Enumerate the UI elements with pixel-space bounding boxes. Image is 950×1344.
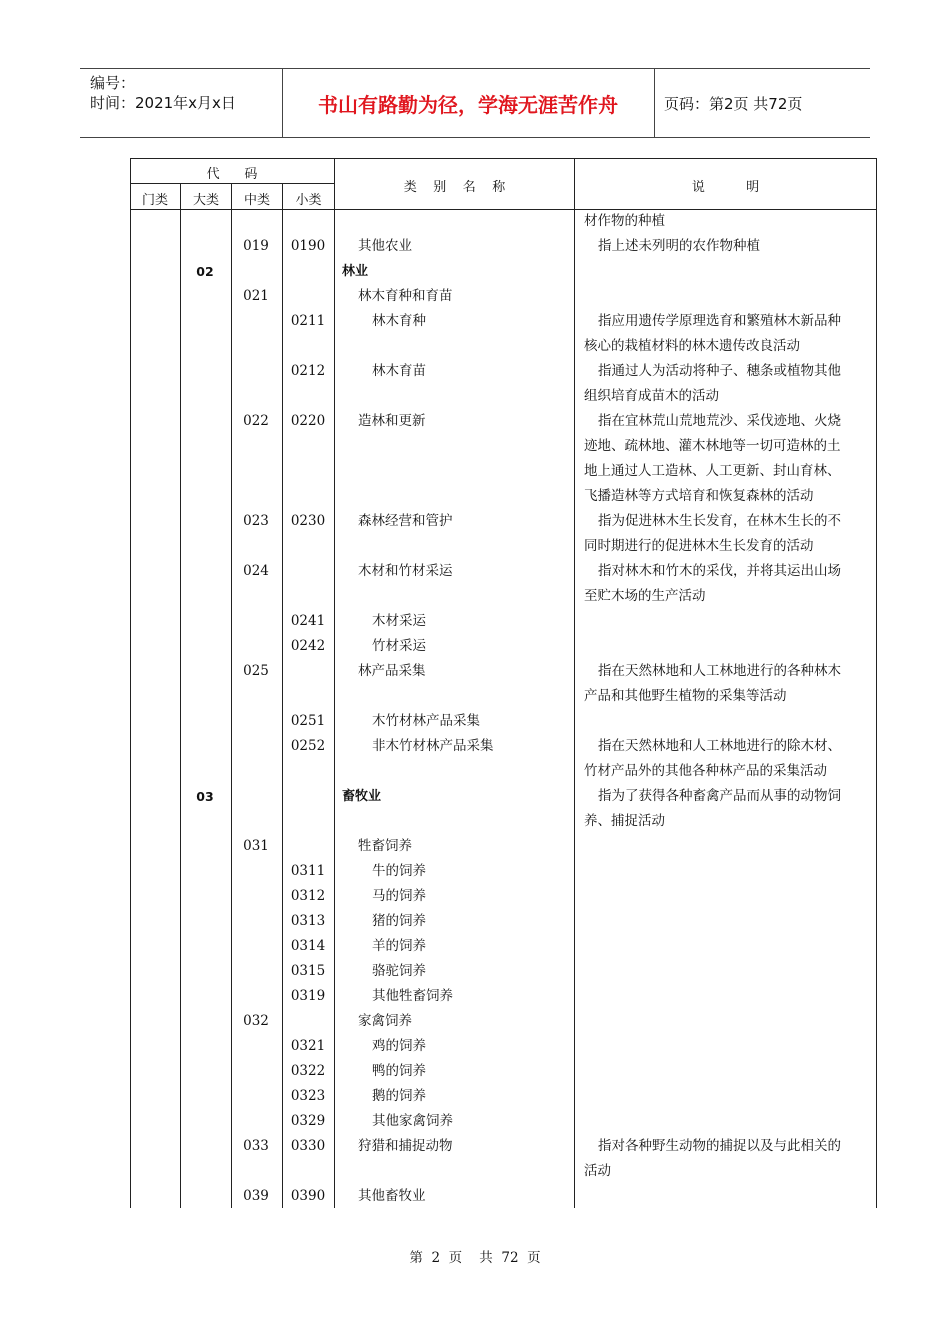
category-description: 养、捕捉活动	[584, 813, 665, 829]
category-name: 猪的饲养	[372, 913, 426, 929]
table-row	[130, 1109, 877, 1134]
category-description: 飞播造林等方式培育和恢复森林的活动	[584, 488, 814, 504]
category-description: 指对各种野生动物的捕捉以及与此相关的	[598, 1138, 841, 1154]
table-row	[130, 459, 877, 484]
table-row	[130, 1084, 877, 1109]
category-description: 指为了获得各种畜禽产品而从事的动物饲	[598, 788, 841, 804]
category-name: 牛的饲养	[372, 863, 426, 879]
table-row	[130, 259, 877, 284]
category-description: 指在天然林地和人工林地进行的各种林木	[598, 663, 841, 679]
table-border	[130, 158, 877, 159]
minor-code: 0242	[290, 638, 326, 654]
minor-code: 0319	[290, 988, 326, 1004]
table-row	[130, 884, 877, 909]
table-row	[130, 834, 877, 859]
table-row	[130, 534, 877, 559]
mid-code: 025	[243, 663, 269, 679]
category-name: 羊的饲养	[372, 938, 426, 954]
table-row	[130, 709, 877, 734]
table-row	[130, 384, 877, 409]
header-divider	[654, 69, 655, 137]
mid-code: 039	[243, 1188, 269, 1204]
table-row	[130, 959, 877, 984]
category-name: 其他牲畜饲养	[372, 988, 453, 1004]
table-row	[130, 734, 877, 759]
category-name: 畜牧业	[342, 789, 382, 804]
category-description: 指上述未列明的农作物种植	[598, 238, 760, 254]
table-row	[130, 334, 877, 359]
category-name: 林木育种和育苗	[358, 288, 453, 304]
header-code: 代 码	[206, 167, 258, 182]
minor-code: 0311	[290, 863, 326, 879]
category-name: 非木竹材林产品采集	[372, 738, 494, 754]
table-row	[130, 1059, 877, 1084]
table-row	[130, 759, 877, 784]
table-row	[130, 1009, 877, 1034]
minor-code: 0230	[290, 513, 326, 529]
category-description: 指在天然林地和人工林地进行的除木材、	[598, 738, 841, 754]
minor-code: 0323	[290, 1088, 326, 1104]
table-row	[130, 784, 877, 809]
table-row	[130, 234, 877, 259]
category-name: 木材和竹材采运	[358, 563, 453, 579]
table-row	[130, 509, 877, 534]
table-row	[130, 309, 877, 334]
mid-code: 022	[243, 413, 269, 429]
table-row	[130, 484, 877, 509]
mid-code: 019	[243, 238, 269, 254]
mid-code: 023	[243, 513, 269, 529]
header-men: 门类	[141, 193, 168, 208]
category-description: 产品和其他野生植物的采集等活动	[584, 688, 787, 704]
category-description: 迹地、疏林地、灌木林地等一切可造林的土	[584, 438, 841, 454]
table-row	[130, 809, 877, 834]
minor-code: 0241	[290, 613, 326, 629]
header-meta	[90, 73, 236, 113]
number-label: 编号：	[90, 74, 136, 92]
category-name: 其他农业	[358, 238, 412, 254]
minor-code: 0312	[290, 888, 326, 904]
minor-code: 0321	[290, 1038, 326, 1054]
mid-code: 032	[243, 1013, 269, 1029]
major-code: 03	[196, 789, 214, 804]
mid-code: 024	[243, 563, 269, 579]
mid-code: 033	[243, 1138, 269, 1154]
header-desc: 说 明	[691, 180, 760, 195]
category-name: 骆驼饲养	[372, 963, 426, 979]
table-row	[130, 1159, 877, 1184]
minor-code: 0390	[290, 1188, 326, 1204]
minor-code: 0314	[290, 938, 326, 954]
table-row	[130, 434, 877, 459]
table-row	[130, 559, 877, 584]
header-da: 大类	[192, 193, 219, 208]
minor-code: 0329	[290, 1113, 326, 1129]
category-description: 竹材产品外的其他各种林产品的采集活动	[584, 763, 827, 779]
header-name: 类 别 名 称	[403, 180, 506, 195]
category-name: 其他畜牧业	[358, 1188, 426, 1204]
table-row	[130, 584, 877, 609]
category-description: 指在宜林荒山荒地荒沙、采伐迹地、火烧	[598, 413, 841, 429]
minor-code: 0313	[290, 913, 326, 929]
table-row	[130, 934, 877, 959]
category-name: 林木育种	[372, 313, 426, 329]
category-name: 鹅的饲养	[372, 1088, 426, 1104]
category-name: 木材采运	[372, 613, 426, 629]
category-name: 木竹材林产品采集	[372, 713, 480, 729]
category-description: 活动	[584, 1163, 611, 1179]
table-row	[130, 859, 877, 884]
mid-code: 031	[243, 838, 269, 854]
category-name: 森林经营和管护	[358, 513, 453, 529]
table-row	[130, 659, 877, 684]
minor-code: 0211	[290, 313, 326, 329]
table-row	[130, 359, 877, 384]
table-row	[130, 1134, 877, 1159]
category-name: 其他家禽饲养	[372, 1113, 453, 1129]
category-name: 竹材采运	[372, 638, 426, 654]
category-name: 鸭的饲养	[372, 1063, 426, 1079]
classification-table	[130, 158, 877, 1208]
category-name: 林业	[342, 264, 369, 279]
minor-code: 0322	[290, 1063, 326, 1079]
minor-code: 0220	[290, 413, 326, 429]
header-zhong: 中类	[243, 193, 270, 208]
minor-code: 0315	[290, 963, 326, 979]
mid-code: 021	[243, 288, 269, 304]
category-description: 地上通过人工造林、人工更新、封山育林、	[584, 463, 841, 479]
table-row	[130, 1184, 877, 1209]
table-row	[130, 684, 877, 709]
minor-code: 0330	[290, 1138, 326, 1154]
table-row	[130, 1034, 877, 1059]
table-row	[130, 634, 877, 659]
category-name: 马的饲养	[372, 888, 426, 904]
table-row	[130, 209, 877, 234]
category-name: 鸡的饲养	[372, 1038, 426, 1054]
category-description: 指通过人为活动将种子、穗条或植物其他	[598, 363, 841, 379]
category-description: 核心的栽植材料的林木遗传改良活动	[584, 338, 800, 354]
table-row	[130, 984, 877, 1009]
category-name: 家禽饲养	[358, 1013, 412, 1029]
header-motto: 书山有路勤为径，学海无涯苦作舟	[318, 92, 618, 117]
major-code: 02	[196, 264, 214, 279]
minor-code: 0190	[290, 238, 326, 254]
header-xiao: 小类	[295, 193, 322, 208]
table-border	[130, 183, 334, 184]
time-label: 时间：2021年x月x日	[90, 94, 236, 112]
table-row	[130, 284, 877, 309]
category-name: 牲畜饲养	[358, 838, 412, 854]
category-description: 指应用遗传学原理选育和繁殖林木新品种	[598, 313, 841, 329]
category-name: 林木育苗	[372, 363, 426, 379]
category-description: 材作物的种植	[584, 213, 665, 229]
table-row	[130, 409, 877, 434]
category-description: 至贮木场的生产活动	[584, 588, 706, 604]
category-name: 造林和更新	[358, 413, 426, 429]
category-name: 林产品采集	[358, 663, 426, 679]
category-description: 指为促进林木生长发育，在林木生长的不	[598, 513, 841, 529]
page-footer: 第 2 页 共 72 页	[409, 1250, 541, 1266]
category-description: 指对林木和竹木的采伐，并将其运出山场	[598, 563, 841, 579]
document-header	[80, 68, 870, 138]
category-name: 狩猎和捕捉动物	[358, 1138, 453, 1154]
table-row	[130, 609, 877, 634]
header-page-code: 页码：第2页 共72页	[664, 94, 803, 113]
minor-code: 0251	[290, 713, 326, 729]
table-row	[130, 909, 877, 934]
category-description: 同时期进行的促进林木生长发育的活动	[584, 538, 814, 554]
minor-code: 0212	[290, 363, 326, 379]
category-description: 组织培育成苗木的活动	[584, 388, 719, 404]
minor-code: 0252	[290, 738, 326, 754]
